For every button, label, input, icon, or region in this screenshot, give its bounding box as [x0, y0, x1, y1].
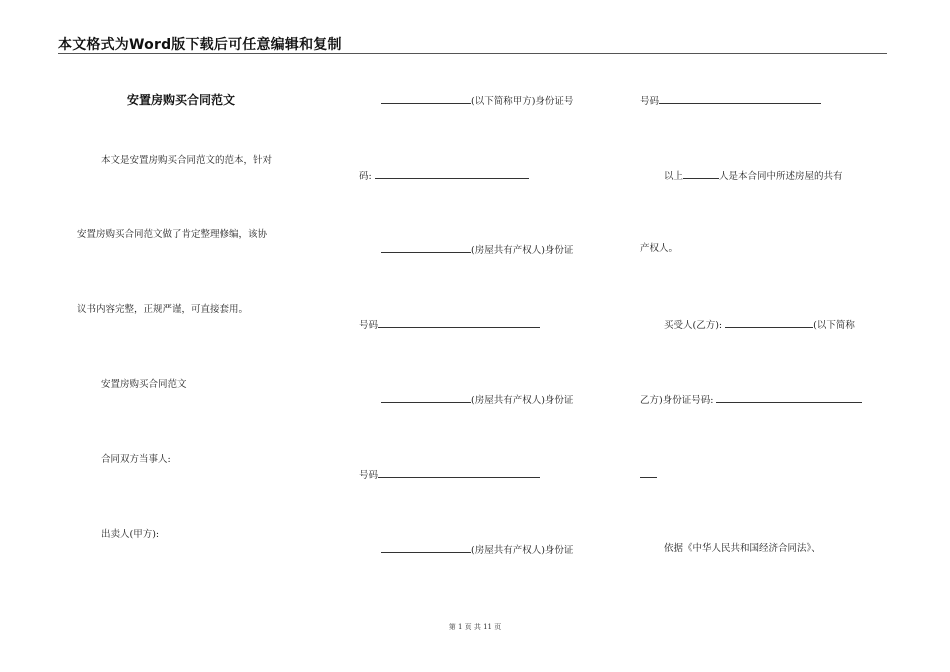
line-text: 号码 [640, 96, 660, 107]
line-text: 号码 [359, 320, 379, 331]
document-title: 安置房购买合同范文 [127, 93, 236, 107]
paragraph-line: 产权人。 [640, 243, 679, 254]
fill-blank [659, 94, 821, 104]
line-text: (以下简称 [813, 320, 855, 331]
form-line [381, 243, 573, 257]
form-line [359, 468, 540, 482]
line-text: (以下简称甲方)身份证号 [471, 96, 574, 107]
fill-blank [640, 468, 657, 478]
line-text: (房屋共有产权人)身份证 [471, 245, 574, 256]
form-line [640, 468, 657, 482]
line-text: 码: [359, 171, 372, 182]
paragraph-line: 依据《中华人民共和国经济合同法》、 [664, 543, 821, 554]
form-line [381, 94, 573, 108]
fill-blank [381, 393, 471, 403]
form-line [664, 169, 843, 183]
paragraph-line: 出卖人(甲方): [101, 529, 160, 540]
section-heading: 安置房购买合同范文 [101, 379, 187, 390]
line-text: 乙方)身份证号码: [640, 395, 714, 406]
fill-blank [378, 318, 540, 328]
line-text: 人是本合同中所述房屋的共有 [719, 171, 843, 182]
line-text: 以上 [664, 171, 684, 182]
line-text: 号码 [359, 470, 379, 481]
line-text: (房屋共有产权人)身份证 [471, 545, 574, 556]
fill-blank [716, 393, 862, 403]
header-divider [58, 53, 887, 54]
line-text: 买受人(乙方): [664, 320, 723, 331]
document-header-title: 本文格式为Word版下载后可任意编辑和复制 [58, 37, 342, 53]
paragraph-line: 合同双方当事人: [101, 454, 171, 465]
fill-blank [381, 243, 471, 253]
page-number-footer: 第 1 页 共 11 页 [448, 623, 502, 631]
fill-blank [381, 543, 471, 553]
paragraph-line: 本文是安置房购买合同范文的范本，针对 [101, 155, 273, 166]
form-line [640, 393, 862, 407]
fill-blank [381, 94, 471, 104]
form-line [664, 318, 855, 332]
form-line [381, 393, 573, 407]
form-line [381, 543, 573, 557]
fill-blank [375, 169, 529, 179]
paragraph-line: 安置房购买合同范文做了肯定整理修编，该协 [77, 229, 268, 240]
form-line [640, 94, 821, 108]
paragraph-line: 议书内容完整，正规严谨，可直接套用。 [77, 304, 249, 315]
fill-blank [378, 468, 540, 478]
form-line [359, 318, 540, 332]
form-line [359, 169, 529, 183]
line-text: (房屋共有产权人)身份证 [471, 395, 574, 406]
fill-blank [725, 318, 813, 328]
fill-blank [683, 169, 719, 179]
